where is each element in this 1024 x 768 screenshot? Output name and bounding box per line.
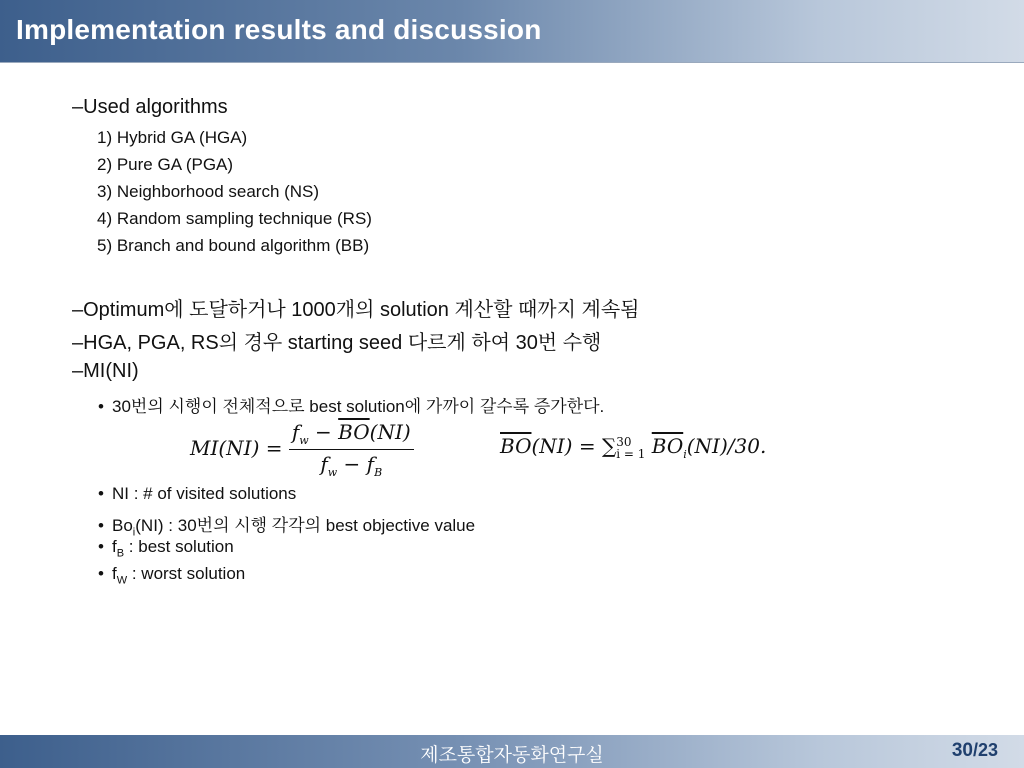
algorithm-item: 3) Neighborhood search (NS) (97, 182, 320, 201)
current-page: 30 (951, 740, 973, 761)
algorithm-item: 1) Hybrid GA (HGA) (97, 128, 248, 147)
definition-fb: • $f_B$ : best solution (98, 537, 234, 560)
optimum-text: Optimum에 도달하거나 1000개의 solution 계산할 때까지 계속됨 (83, 299, 640, 321)
mi-heading-text: MI(NI) (83, 360, 139, 382)
algorithm-item: 4) Random sampling technique (RS) (97, 209, 372, 228)
optimum-point: –Optimum에 도달하거나 1000개의 solution 계산할 때까지 계속됨 (72, 299, 640, 321)
definition-ni: • NI : # of visited solutions (98, 484, 297, 503)
bo-equation: $\overline{BO}(NI)$ = ∑ 30 i = 1 $\overline{BO}_i(NI)/30$. (500, 434, 767, 461)
used-algorithms-label: Used algorithms (83, 96, 228, 118)
mi-equation-numerator: $f_w - \overline{BO}(NI)$ (289, 420, 414, 450)
bo-equation-rhs: $\overline{BO}$ (651, 434, 684, 458)
slide-title: Implementation results and discussion (16, 14, 542, 45)
mi-equation (190, 420, 414, 479)
definition-fw: • $f_W$ : worst solution (98, 564, 246, 587)
seed-point: –HGA, PGA, RS의 경우 starting seed 다르게 하여 30번 수행 (72, 332, 602, 354)
mi-heading: –MI(NI) (72, 360, 139, 382)
mi-note-bullet: • 30번의 시행이 전체적으로 best solution에 가까이 갈수록 증가한다. (98, 397, 605, 416)
used-algorithms-heading: –Used algorithms (72, 96, 228, 118)
total-pages: /23 (972, 740, 998, 760)
mi-equation-fraction (289, 420, 414, 479)
mi-note-text: 30번의 시행이 전체적으로 best solution에 가까이 갈수록 증가한다. (112, 397, 605, 416)
bo-equation-lhs: $\overline{BO}$ (500, 434, 532, 458)
lab-name: 제조통합자동화연구실 (420, 744, 604, 766)
definition-bo: • $Bo_i(NI)$ : 30번의 시행 각각의 best objective value (98, 516, 476, 539)
sum-limits: 30 i = 1 (616, 434, 646, 461)
seed-text: HGA, PGA, RS의 경우 starting seed 다르게 하여 30번 수행 (83, 332, 602, 354)
mi-equation-denominator: $f_w - f_B$ (320, 452, 383, 479)
algorithm-item: 2) Pure GA (PGA) (97, 155, 234, 174)
algorithm-item: 5) Branch and bound algorithm (BB) (97, 236, 370, 255)
slide-footer (0, 735, 1024, 768)
sum-symbol: ∑ (601, 434, 617, 458)
page-number (952, 740, 998, 762)
mi-equation-lhs: MI(NI) = (190, 436, 283, 460)
